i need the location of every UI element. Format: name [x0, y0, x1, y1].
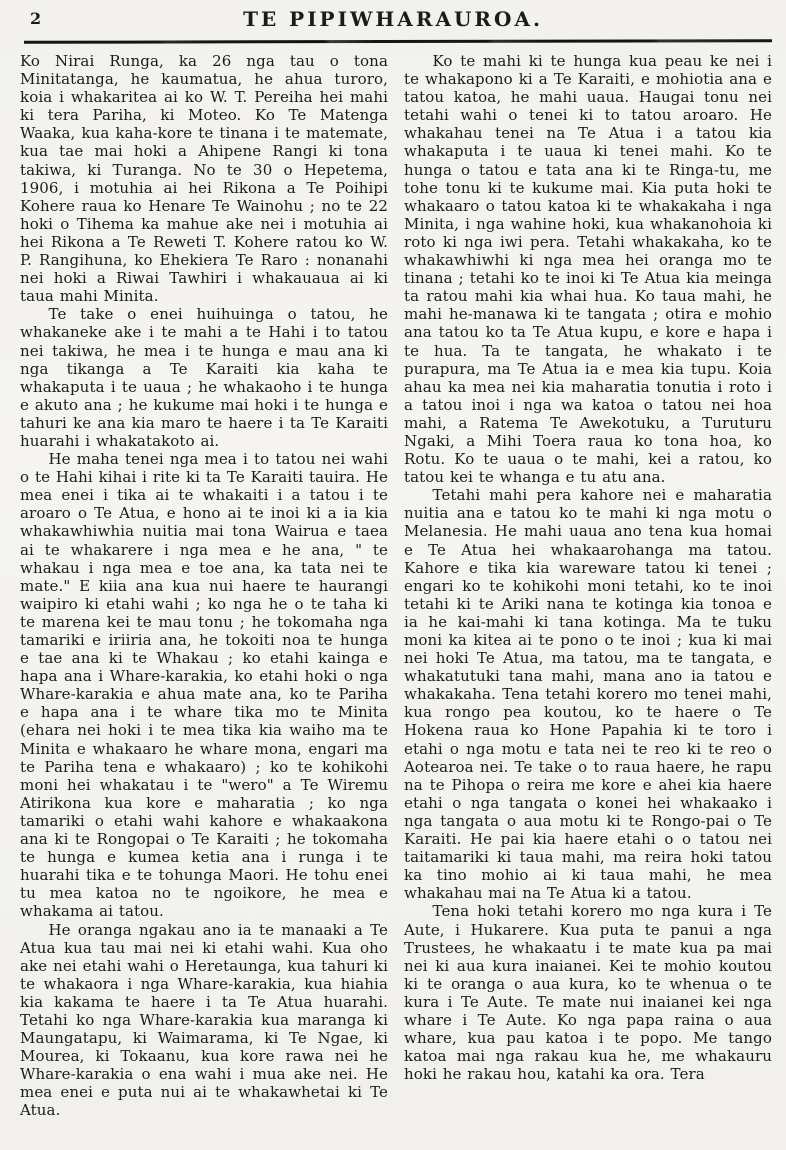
- paragraph: Ko te mahi ki te hunga kua peau ke nei i te whakapono ki a Te Karaiti, e mohiotia ana e tatou katoa, he mahi uaua. Haugai tonu nei tetahi wahi o tenei ki to tatou aroaro. He whakahau tenei na Te Atua i a tatou kia whakaputa i te uaua ki tenei mahi. Ko te hunga o tatou e tata ana ki te Ringa-tu, me tohe tonu ki te kukume mai. Kia puta hoki te whakaaro o tatou katoa ki te whakakaha i nga Minita, i nga wahine hoki, kua whakanohoia ki roto ki nga iwi pera. Tetahi whakakaha, ko te whakawhiwhi ki nga mea hei oranga mo te tinana ; tetahi ko te inoi ki Te Atua kia meinga ta ratou mahi kia whai hua. Ko taua mahi, he mahi he-manawa ki te tangata ; otira e mohio ana tatou ko ta Te Atua kupu, e kore e hapa i te hua. Ta te tangata, he whakato i te purapura, ma Te Atua ia e mea kia tupu. Koia ahau ka mea nei kia maharatia tonutia i roto i a tatou inoi i nga wa katoa o tatou nei hoa mahi, a Ratema Te Awekotuku, a Turuturu Ngaki, a Mihi Toera raua ko tona hoa, ko Rotu. Ko te uaua o te mahi, kei a ratou, ko tatou kei te whanga e tu atu ana.: [404, 52, 772, 487]
- page-number: 2: [30, 9, 43, 28]
- right-column: [404, 52, 772, 1150]
- article-body: [20, 52, 772, 1150]
- page-header: [0, 4, 786, 34]
- paragraph: Te take o enei huihuinga o tatou, he whakaneke ake i te mahi a te Hahi i to tatou nei takiwa, he mea i te hunga e mau ana ki nga tikanga a Te Karaiti kia kaha te whakaputa i te uaua ; he whakaoho i te hunga e akuto ana ; he kukume mai hoki i te hunga e tahuri ke ana kia maro te haere i ta Te Karaiti huarahi i whakatakoto ai.: [20, 305, 388, 450]
- header-rule: [24, 39, 772, 44]
- masthead-title: TE PIPIWHARAUROA.: [243, 7, 543, 31]
- paragraph: He maha tenei nga mea i to tatou nei wahi o te Hahi kihai i rite ki ta Te Karaiti tauira. He mea enei i tika ai te whakaiti i a tatou i te aroaro o Te Atua, e hono ai te inoi ki a ia kia whakawhiwhia nuitia mai tona Wairua e taea ai te whakarere i nga mea e he ana, " te whakau i nga mea e toe ana, ka tata nei te mate." E kiia ana kua nui haere te haurangi waipiro ki etahi wahi ; ko nga he o te taha ki te marena kei te mau tonu ; he tokomaha nga tamariki e iriiria ana, he tokoiti noa te hunga e tae ana ki te Whakau ; ko etahi kainga e hapa ana i Whare-karakia, ko etahi hoki o nga Whare-karakia e ahua mate ana, ko te Pariha e hapa ana i te whare tika mo te Minita (ehara nei hoki i te mea tika kia waiho ma te Minita e whakaaro he whare mona, engari ma te Pariha tena e whakaaro) ; ko te kohikohi moni hei whakatau i te "wero" a Te Wiremu Atirikona kua kore e maharatia ; ko nga tamariki o etahi wahi kahore e whakaakona ana ki te Rongopai o Te Karaiti ; he tokomaha te hunga e kumea ketia ana i runga i te huarahi tika e te tohunga Maori. He tohu enei tu mea katoa no te ngoikore, he mea e whakama ai tatou.: [20, 450, 388, 921]
- paragraph: Tena hoki tetahi korero mo nga kura i Te Aute, i Hukarere. Kua puta te panui a nga Trustees, he whakaatu i te mate kua pa mai nei ki aua kura inaianei. Kei te mohio koutou ki te oranga o aua kura, ko te whenua o te kura i Te Aute. Te mate nui inaianei kei nga whare i Te Aute. Ko nga papa raina o aua whare, kua pau katoa i te popo. Me tango katoa mai nga rakau kua he, me whakauru hoki he rakau hou, katahi ka ora. Tera: [404, 902, 772, 1084]
- left-column: [20, 52, 388, 1150]
- paragraph: He oranga ngakau ano ia te manaaki a Te Atua kua tau mai nei ki etahi wahi. Kua oho ake nei etahi wahi o Heretaunga, kua tahuri ki te whakaora i nga Whare-karakia, kua hiahia kia kakama te haere i ta Te Atua huarahi. Tetahi ko nga Whare-karakia kua maranga ki Maungatapu, ki Waimarama, ki Te Ngae, ki Mourea, ki Tokaanu, kua kore rawa nei he Whare-karakia o ena wahi i mua ake nei. He mea enei e puta nui ai te whakawhetai ki Te Atua.: [20, 920, 388, 1120]
- paragraph: Tetahi mahi pera kahore nei e maharatia nuitia ana e tatou ko te mahi ki nga motu o Melanesia. He mahi uaua ano tena kua homai e Te Atua hei whakaarohanga ma tatou. Kahore e tika kia wareware tatou ki tenei ; engari ko te kohikohi moni tetahi, ko te inoi tetahi ki te Ariki nana te kotinga kia tonoa e ia he kai-mahi ki tana kotinga. Ma te tuku moni ka kitea ai te pono o te inoi ; kua ki mai nei hoki Te Atua, ma tatou, ma te tangata, e whakatutuki tana mahi, mana ano ia tatou e whakakaha. Tena tetahi korero mo tenei mahi, kua rongo pea koutou, ko te haere o Te Hokena raua ko Hone Papahia ki te toro i etahi o nga motu e tata nei te reo ki te reo o Aotearoa nei. Te take o to raua haere, he rapu na te Pihopa o reira me kore e ahei kia haere etahi o nga tangata o konei hei whakaako i nga tangata o aua motu ki te Rongo-pai o Te Karaiti. He pai kia haere etahi o o tatou nei taitamariki ki taua mahi, ma reira hoki tatou ka tino mohio ai ki taua mahi, he mea whakahau mai na Te Atua ki a tatou.: [404, 486, 772, 903]
- paragraph-continuation: Ko Nirai Runga, ka 26 nga tau o tona Minitatanga, he kaumatua, he ahua turoro, koia i whakaritea ai ko W. T. Pereiha hei mahi ki tera Pariha, ki Moteo. Ko Te Matenga Waaka, kua kaha-kore te tinana i te matemate, kua tae mai hoki a Ahipene Rangi ki tona takiwa, ki Turanga. No te 30 o Hepetema, 1906, i motuhia ai hei Rikona a Te Poihipi Kohere raua ko Henare Te Wainohu ; no te 22 hoki o Tihema ka mahue ake nei i motuhia ai hei Rikona a Te Reweti T. Kohere ratou ko W. P. Rangihuna, ko Ehekiera Te Raro : nonanahi nei hoki a Riwai Tawhiri i whakauaua ai ki taua mahi Minita.: [20, 52, 388, 306]
